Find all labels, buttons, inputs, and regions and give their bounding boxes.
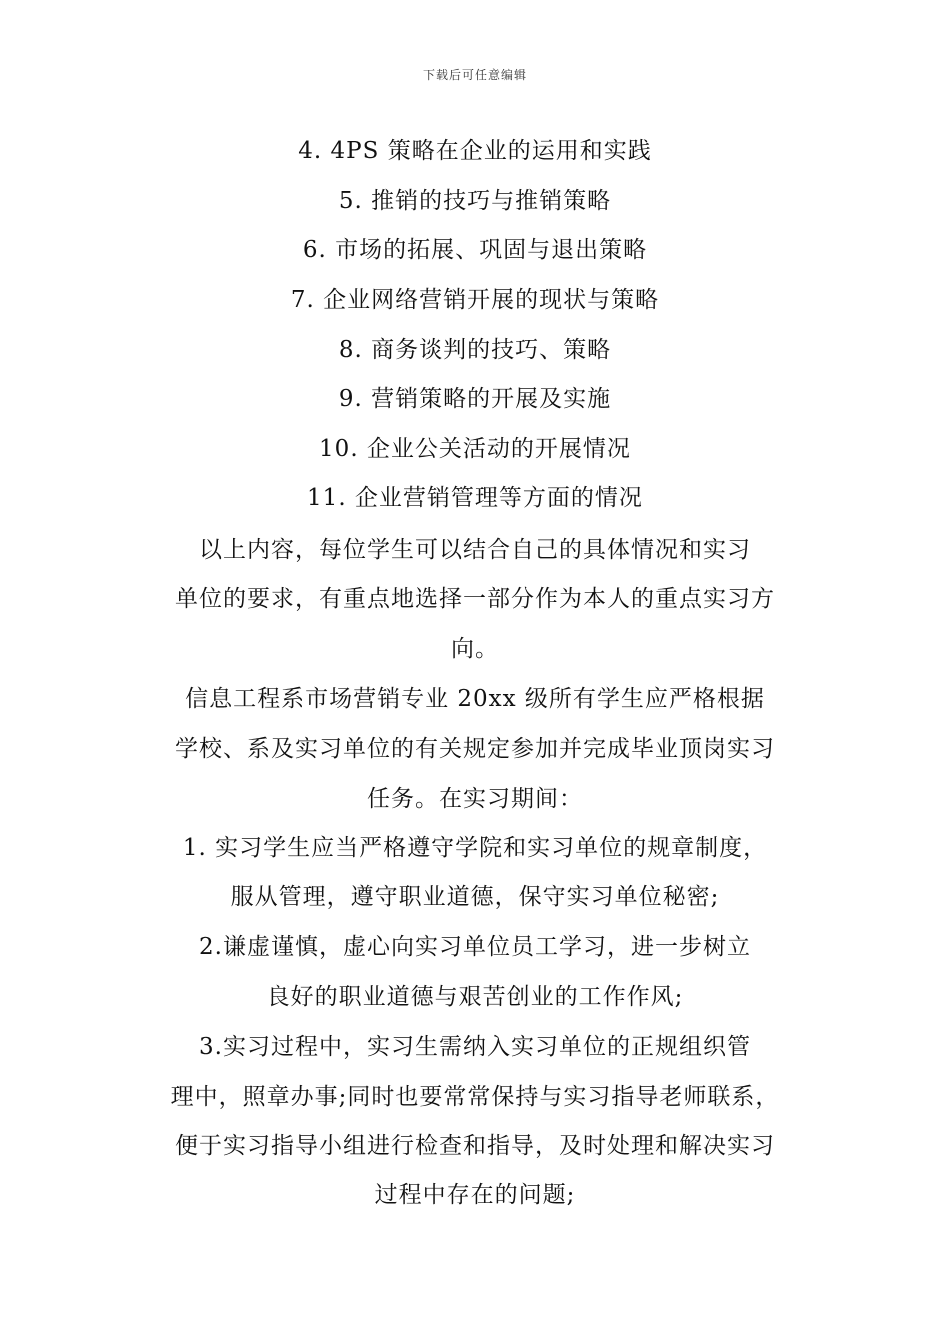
rule-line: 良好的职业道德与艰苦创业的工作作风;: [266, 984, 684, 1010]
rule-line: 理中，照章办事;同时也要常常保持与实习指导老师联系，: [170, 1084, 780, 1110]
paragraph-line: 任务。在实习期间：: [367, 786, 583, 812]
rule-line: 服从管理，遵守职业道德，保守实习单位秘密;: [230, 884, 720, 910]
list-item: 10. 企业公关活动的开展情况: [319, 436, 631, 462]
paragraph-line: 学校、系及实习单位的有关规定参加并完成毕业顶岗实习: [175, 736, 775, 762]
paragraph-line: 信息工程系市场营销专业 20xx 级所有学生应严格根据: [185, 686, 765, 712]
rule-line: 便于实习指导小组进行检查和指导，及时处理和解决实习: [175, 1133, 775, 1159]
list-item: 6. 市场的拓展、巩固与退出策略: [302, 237, 648, 263]
rule-line: 2.谦虚谨慎，虚心向实习单位员工学习，进一步树立: [199, 934, 751, 960]
page-header: 下载后可任意编辑: [422, 68, 527, 82]
paragraph-line: 单位的要求，有重点地选择一部分作为本人的重点实习方: [175, 586, 775, 612]
list-item: 9. 营销策略的开展及实施: [338, 386, 612, 412]
rule-line: 1. 实习学生应当严格遵守学院和实习单位的规章制度，: [182, 835, 768, 861]
rule-line: 3.实习过程中，实习生需纳入实习单位的正规组织管: [199, 1034, 751, 1060]
paragraph-line: 以上内容，每位学生可以结合自己的具体情况和实习: [199, 537, 751, 563]
list-item: 11. 企业营销管理等方面的情况: [307, 485, 643, 511]
list-item: 4. 4PS 策略在企业的运用和实践: [298, 138, 652, 164]
rule-line: 过程中存在的问题;: [374, 1182, 576, 1208]
paragraph-line: 向。: [451, 636, 499, 662]
list-item: 7. 企业网络营销开展的现状与策略: [290, 287, 660, 313]
list-item: 8. 商务谈判的技巧、策略: [338, 337, 612, 363]
list-item: 5. 推销的技巧与推销策略: [338, 188, 612, 214]
